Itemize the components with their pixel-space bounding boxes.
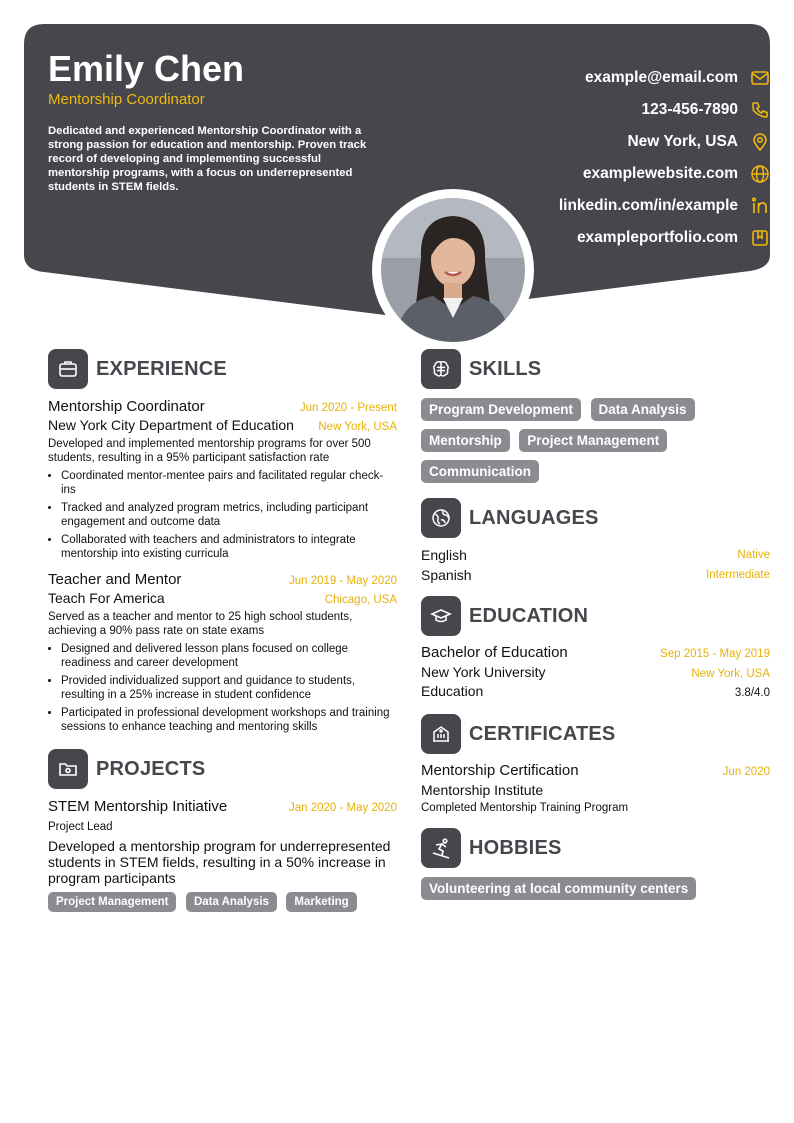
brain-icon (421, 349, 461, 389)
skill-tag: Mentorship (421, 429, 510, 452)
skills-heading (421, 348, 770, 390)
portrait-image (381, 198, 525, 342)
job-bullet: • Participated in professional development workshops and training sessions to enhance teaching and mentoring skills (61, 706, 397, 734)
job-org: Teach For America (48, 590, 165, 606)
project-tags (48, 892, 397, 920)
profile-summary: Dedicated and experienced Mentorship Coordinator with a strong passion for education and mentorship. Proven track record of developing and implementing successful mentorship programs, with a focus on underrepresented students in STEM fields. (48, 125, 367, 193)
skill-tag: Project Management (519, 429, 667, 452)
education-heading (421, 595, 770, 637)
education-degree: Bachelor of Education (421, 644, 568, 661)
language-name: English (421, 547, 467, 563)
experience-heading (48, 348, 397, 390)
globe-icon (750, 164, 770, 184)
linkedin-icon (750, 196, 770, 216)
language-globe-icon (421, 498, 461, 538)
skill-tag: Communication (421, 460, 539, 483)
job-entry (48, 398, 397, 561)
contact-phone-text[interactable]: 123-456-7890 (641, 101, 738, 118)
language-level: Intermediate (706, 569, 770, 581)
skill-tag: Program Development (421, 398, 581, 421)
mail-icon (750, 68, 770, 88)
project-dates: Jan 2020 - May 2020 (288, 802, 397, 814)
project-role: Project Lead (48, 821, 113, 833)
job-role: Teacher and Mentor (48, 571, 182, 588)
certificate-issuer: Mentorship Institute (421, 782, 544, 798)
experience-title: EXPERIENCE (96, 357, 227, 380)
project-description: Developed a mentorship program for underrepresented students in STEM fields, resulting in a 50% increase in program participants (48, 838, 391, 886)
education-field: Education (421, 683, 484, 699)
hobbies-heading (421, 827, 770, 869)
language-name: Spanish (421, 567, 472, 583)
hobbies-tags (421, 877, 770, 908)
certificate-date: Jun 2020 (722, 766, 770, 778)
profile-photo (372, 189, 534, 351)
job-summary: Developed and implemented mentorship programs for over 500 students, resulting in a 95% participant satisfaction rate (48, 438, 371, 464)
project-tag: Marketing (286, 892, 356, 912)
job-bullet: • Tracked and analyzed program metrics, including participant engagement and outcome data (61, 501, 397, 529)
phone-icon (750, 100, 770, 120)
contact-website[interactable] (410, 158, 770, 190)
projects-heading (48, 748, 397, 790)
left-column (48, 348, 397, 920)
project-entry (48, 798, 397, 920)
education-entry (421, 644, 770, 699)
job-dates: Jun 2020 - Present (299, 402, 397, 414)
folder-icon (48, 749, 88, 789)
skill-tag: Data Analysis (591, 398, 695, 421)
job-summary: Served as a teacher and mentor to 25 high school students, achieving a 90% pass rate on state exams (48, 611, 353, 637)
certificates-title: CERTIFICATES (469, 722, 616, 745)
skills-title: SKILLS (469, 357, 542, 380)
contact-phone[interactable] (410, 94, 770, 126)
right-column (421, 348, 770, 908)
education-dates: Sep 2015 - May 2019 (660, 648, 770, 660)
project-tag: Data Analysis (186, 892, 277, 912)
certificates-heading (421, 713, 770, 755)
certificate-name: Mentorship Certification (421, 762, 579, 779)
candidate-name: Emily Chen (48, 48, 245, 89)
language-item (421, 545, 770, 565)
contact-email-text[interactable]: example@email.com (585, 69, 738, 86)
hobby-tag: Volunteering at local community centers (421, 877, 696, 900)
job-bullets (48, 469, 397, 561)
contact-portfolio-text[interactable]: exampleportfolio.com (576, 229, 738, 246)
job-dates: Jun 2019 - May 2020 (288, 575, 397, 587)
contact-email[interactable] (410, 62, 770, 94)
location-pin-icon (750, 132, 770, 152)
contact-location (410, 126, 770, 158)
contact-location-text: New York, USA (627, 133, 738, 150)
job-org: New York City Department of Education (48, 417, 294, 433)
language-level: Native (737, 549, 770, 561)
job-bullets (48, 642, 397, 734)
hobbies-title: HOBBIES (469, 836, 562, 859)
projects-title: PROJECTS (96, 757, 206, 780)
job-role: Mentorship Coordinator (48, 398, 205, 415)
education-title: EDUCATION (469, 604, 589, 627)
candidate-role: Mentorship Coordinator (48, 91, 205, 108)
skiing-icon (421, 828, 461, 868)
briefcase-icon (48, 349, 88, 389)
languages-heading (421, 497, 770, 539)
certificate-description: Completed Mentorship Training Program (421, 802, 629, 814)
building-icon (421, 714, 461, 754)
education-school: New York University (421, 664, 546, 680)
job-bullet: • Collaborated with teachers and administrators to integrate mentorship into existing curricula (61, 533, 397, 561)
job-location: Chicago, USA (324, 594, 397, 606)
job-entry (48, 571, 397, 734)
job-location: New York, USA (318, 421, 397, 433)
bookmark-icon (750, 228, 770, 248)
project-name: STEM Mentorship Initiative (48, 798, 228, 815)
project-tag: Project Management (48, 892, 176, 912)
job-bullet: • Provided individualized support and guidance to students, resulting in a 25% increase in student confidence (61, 674, 397, 702)
languages-title: LANGUAGES (469, 506, 599, 529)
education-location: New York, USA (691, 668, 770, 680)
contact-website-text[interactable]: examplewebsite.com (582, 165, 738, 182)
languages-list (421, 545, 770, 585)
education-gpa: 3.8/4.0 (734, 687, 770, 699)
skills-tags (421, 398, 741, 491)
contact-linkedin-text[interactable]: linkedin.com/in/example (558, 197, 738, 214)
language-item (421, 565, 770, 585)
job-bullet: • Coordinated mentor-mentee pairs and facilitated regular check-ins (61, 469, 397, 497)
graduation-cap-icon (421, 596, 461, 636)
job-bullet: • Designed and delivered lesson plans focused on college readiness and career development (61, 642, 397, 670)
certificate-entry (421, 762, 770, 815)
